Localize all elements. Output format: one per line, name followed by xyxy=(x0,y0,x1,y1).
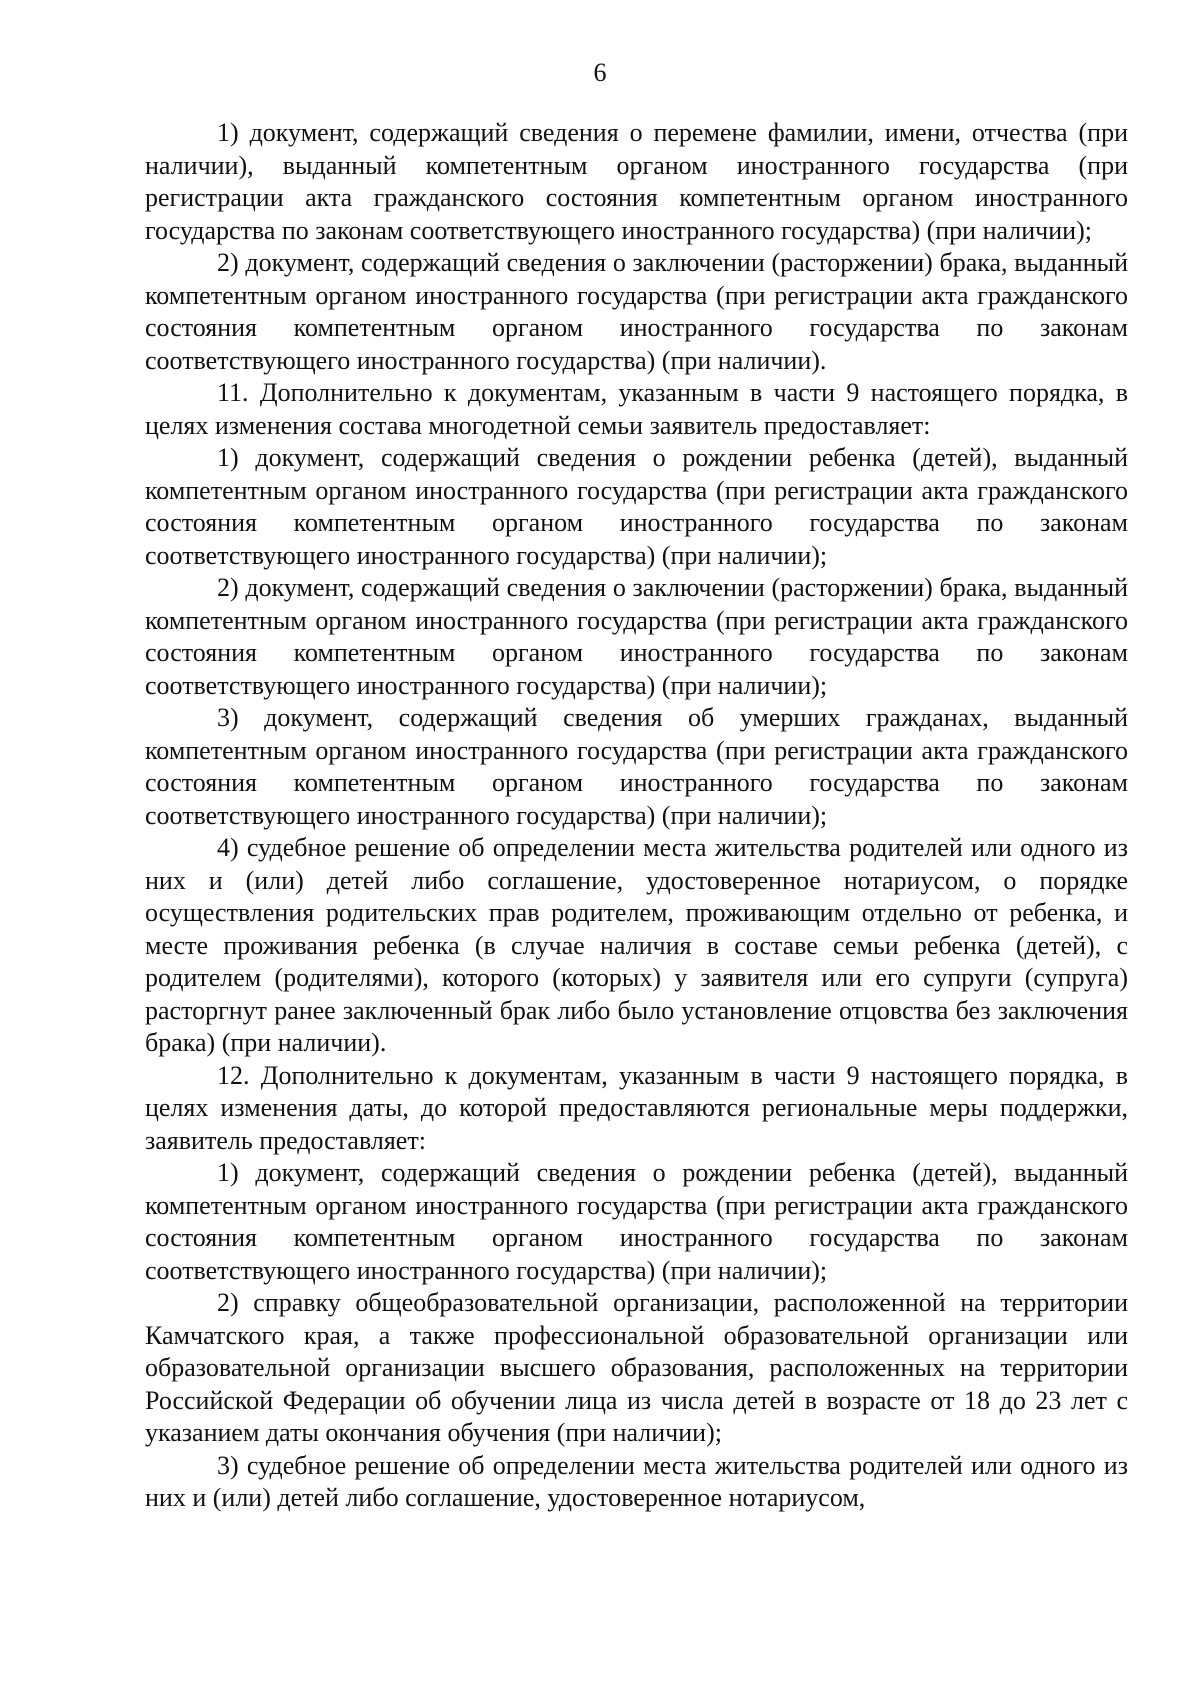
paragraph-12: 12. Дополнительно к документам, указанным в части 9 настоящего порядка, в целях изменения даты, до которой предоставляются региональные меры поддержки, заявитель предоставляет: xyxy=(145,1060,1128,1155)
paragraph-11-1: 1) документ, содержащий сведения о рождении ребенка (детей), выданный компетентным органом иностранного государства (при регистрации акта гражданского состояния компетентным органом иностранного государства по законам соответствующего иностранного государства) (при наличии); xyxy=(145,443,1128,570)
document-body xyxy=(145,117,1128,1515)
paragraph-12-3: 3) судебное решение об определении места жительства родителей или одного из них и (или) детей либо соглашение, удостоверенное нотариусом, xyxy=(145,1450,1128,1512)
paragraph-12-1: 1) документ, содержащий сведения о рождении ребенка (детей), выданный компетентным органом иностранного государства (при регистрации акта гражданского состояния компетентным органом иностранного государства по законам соответствующего иностранного государства) (при наличии); xyxy=(145,1158,1128,1285)
paragraph-11-3: 3) документ, содержащий сведения об умерших гражданах, выданный компетентным органом иностранного государства (при регистрации акта гражданского состояния компетентным органом иностранного государства по законам соответствующего иностранного государства) (при наличии); xyxy=(145,703,1128,830)
page-number: 6 xyxy=(593,58,607,87)
paragraph-11-4: 4) судебное решение об определении места жительства родителей или одного из них и (или) детей либо соглашение, удостоверенное нотариусом, о порядке осуществления родительских прав родителем, проживающим отдельно от ребенка, и месте проживания ребенка (в случае наличия в составе семьи ребенка (детей), с родителем (родителями), которого (которых) у заявителя или его супруги (супруга) расторгнут ранее заключенный брак либо было установление отцовства без заключения брака) (при наличии). xyxy=(145,833,1128,1057)
paragraph-12-2: 2) справку общеобразовательной организации, расположенной на территории Камчатского края, а также профессиональной образовательной организации или образовательной организации высшего образования, расположенных на территории Российской Федерации об обучении лица из числа детей в возрасте от 18 до 23 лет с указанием даты окончания обучения (при наличии); xyxy=(145,1288,1128,1447)
paragraph-11-2: 2) документ, содержащий сведения о заключении (расторжении) брака, выданный компетентным органом иностранного государства (при регистрации акта гражданского состояния компетентным органом иностранного государства по законам соответствующего иностранного государства) (при наличии); xyxy=(145,573,1128,700)
paragraph-10-2: 2) документ, содержащий сведения о заключении (расторжении) брака, выданный компетентным органом иностранного государства (при регистрации акта гражданского состояния компетентным органом иностранного государства по законам соответствующего иностранного государства) (при наличии). xyxy=(145,248,1128,375)
paragraph-11: 11. Дополнительно к документам, указанным в части 9 настоящего порядка, в целях изменения состава многодетной семьи заявитель предоставляет: xyxy=(145,378,1128,440)
paragraph-10-1: 1) документ, содержащий сведения о перемене фамилии, имени, отчества (при наличии), выданный компетентным органом иностранного государства (при регистрации акта гражданского состояния компетентным органом иностранного государства по законам соответствующего иностранного государства) (при наличии); xyxy=(145,118,1128,245)
